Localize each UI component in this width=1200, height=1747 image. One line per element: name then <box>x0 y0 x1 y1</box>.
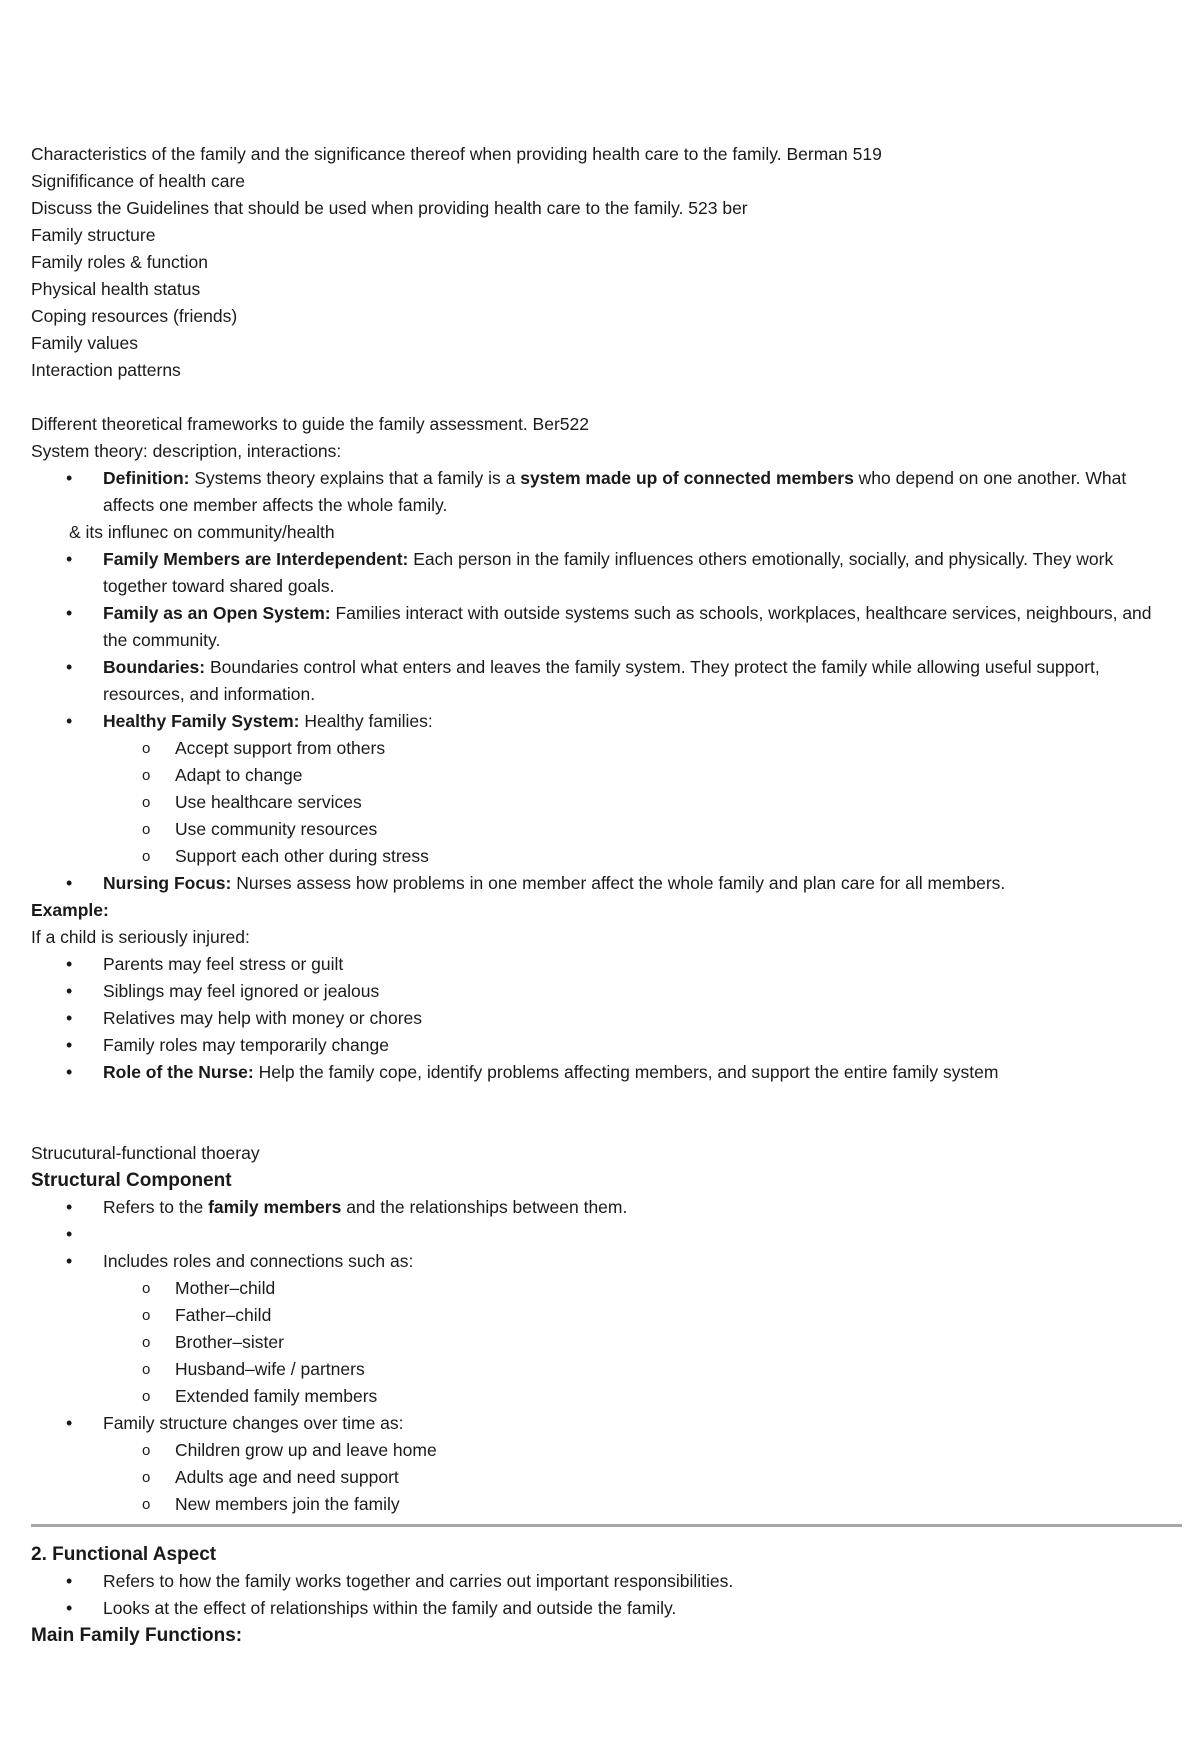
example-list <box>31 951 1170 1086</box>
sub-item: o Adults age and need support <box>31 1464 1170 1491</box>
intro-item: Family values <box>31 333 138 353</box>
structural-title: Strucutural-functional thoeray <box>31 1143 260 1163</box>
item-text: Nurses assess how problems in one member affect the whole family and plan care for all members. <box>231 873 1006 893</box>
intro-line-3: Discuss the Guidelines that should be used when providing health care to the family. 523 ber <box>31 198 748 218</box>
sub-item: o Support each other during stress <box>31 843 1170 870</box>
item-text: Healthy families: <box>299 711 433 731</box>
intro-item: Family structure <box>31 225 156 245</box>
item-label: Definition: <box>103 468 190 488</box>
empty-list-item <box>31 1221 1170 1248</box>
list-item: • Refers to how the family works together and carries out important responsibilities. <box>31 1568 1170 1595</box>
list-item <box>31 1059 1170 1086</box>
roles-sublist <box>31 1275 1170 1410</box>
intro-line-1: Characteristics of the family and the significance thereof when providing health care to the family. Berman 519 <box>31 144 882 164</box>
item-text: who depend on one another. What affects one member affects the whole family. <box>103 468 1127 515</box>
list-item: • Includes roles and connections such as: <box>31 1248 1170 1275</box>
systems-list-2 <box>31 546 1170 735</box>
list-item <box>31 870 1170 897</box>
list-item <box>31 546 1170 600</box>
item-text: and the relationships between them. <box>341 1197 628 1217</box>
structural-list-1 <box>31 1194 1170 1275</box>
list-item: • Siblings may feel ignored or jealous <box>31 978 1170 1005</box>
item-emphasis: system made up of connected members <box>520 468 854 488</box>
list-item: • Parents may feel stress or guilt <box>31 951 1170 978</box>
list-item <box>31 1194 1170 1221</box>
item-text: Boundaries control what enters and leaves the family system. They protect the family while allowing useful support, resources, and information. <box>103 657 1100 704</box>
sub-item: o Extended family members <box>31 1383 1170 1410</box>
system-theory-subtitle: System theory: description, interactions: <box>31 441 342 461</box>
influence-note: & its influnec on community/health <box>69 522 335 542</box>
systems-list-1 <box>31 465 1170 519</box>
list-item: • Looks at the effect of relationships within the family and outside the family. <box>31 1595 1170 1622</box>
item-text: Help the family cope, identify problems affecting members, and support the entire family system <box>253 1062 999 1082</box>
sub-item: o Children grow up and leave home <box>31 1437 1170 1464</box>
item-label: Family Members are Interdependent: <box>103 549 409 569</box>
intro-item: Interaction patterns <box>31 360 181 380</box>
structural-list-2 <box>31 1410 1170 1437</box>
functional-heading: 2. Functional Aspect <box>31 1544 217 1565</box>
item-text: Refers to the <box>103 1197 209 1217</box>
sub-item: o New members join the family <box>31 1491 1170 1518</box>
structural-heading: Structural Component <box>31 1170 232 1191</box>
item-label: Role of the Nurse: <box>103 1062 254 1082</box>
example-intro: If a child is seriously injured: <box>31 927 250 947</box>
horizontal-rule <box>31 1524 1182 1527</box>
list-item <box>31 654 1170 708</box>
intro-item: Physical health status <box>31 279 201 299</box>
example-heading: Example: <box>31 900 109 920</box>
list-item: • Family structure changes over time as: <box>31 1410 1170 1437</box>
main-functions-heading: Main Family Functions: <box>31 1625 243 1646</box>
spacer <box>31 384 1170 411</box>
intro-item: Coping resources (friends) <box>31 306 238 326</box>
item-text: Systems theory explains that a family is a <box>189 468 521 488</box>
item-label: Boundaries: <box>103 657 206 677</box>
sub-item: o Mother–child <box>31 1275 1170 1302</box>
healthy-sublist <box>31 735 1170 870</box>
intro-line-2: Signifificance of health care <box>31 171 246 191</box>
changes-sublist <box>31 1437 1170 1518</box>
sub-item: o Husband–wife / partners <box>31 1356 1170 1383</box>
intro-item: Family roles & function <box>31 252 209 272</box>
sub-item: o Accept support from others <box>31 735 1170 762</box>
item-emphasis: family members <box>208 1197 342 1217</box>
sub-item: o Adapt to change <box>31 762 1170 789</box>
sub-item: o Father–child <box>31 1302 1170 1329</box>
list-item <box>31 600 1170 654</box>
item-text: Each person in the family influences others emotionally, socially, and physically. They work together toward shared goals. <box>103 549 1114 596</box>
list-item: • Relatives may help with money or chores <box>31 1005 1170 1032</box>
list-item <box>31 708 1170 735</box>
sub-item: o Use healthcare services <box>31 789 1170 816</box>
item-text: Families interact with outside systems such as schools, workplaces, healthcare services, neighbours, and the community. <box>103 603 1152 650</box>
functional-list <box>31 1568 1170 1622</box>
spacer <box>31 1086 1170 1140</box>
sub-item: o Use community resources <box>31 816 1170 843</box>
frameworks-title: Different theoretical frameworks to guide the family assessment. Ber522 <box>31 414 589 434</box>
sub-item: o Brother–sister <box>31 1329 1170 1356</box>
item-label: Nursing Focus: <box>103 873 232 893</box>
list-item <box>31 465 1170 519</box>
systems-list-3 <box>31 870 1170 897</box>
item-label: Family as an Open System: <box>103 603 331 623</box>
item-label: Healthy Family System: <box>103 711 300 731</box>
list-item: • Family roles may temporarily change <box>31 1032 1170 1059</box>
